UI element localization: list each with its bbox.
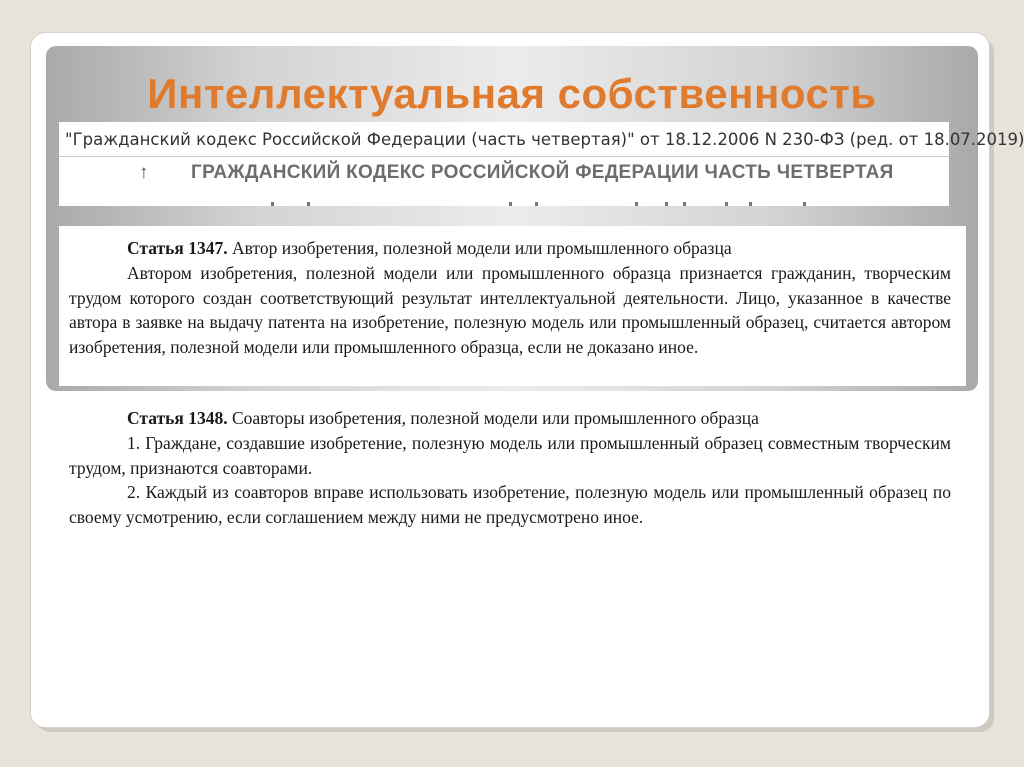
article-1347 bbox=[59, 226, 966, 386]
article-title: Автор изобретения, полезной модели или промышленного образца bbox=[227, 238, 732, 258]
document-header bbox=[59, 122, 1024, 206]
cropped-text-line bbox=[59, 196, 949, 206]
article-1347-text bbox=[69, 236, 951, 360]
article-paragraph: Автором изобретения, полезной модели или промышленного образца признается гражданин, творческим трудом которого создан соответствующий результат интеллектуальной деятельности. Лицо, указанное в качестве автора в заявке на выдачу патента на изобретение, полезную модель или промышленный образец, считается автором изобретения, полезной модели или промышленного образца, если не доказано иное. bbox=[69, 262, 951, 358]
arrow-up-icon: ↑ bbox=[139, 162, 149, 183]
divider bbox=[59, 156, 949, 157]
article-1348-text bbox=[69, 406, 951, 530]
article-paragraph: 1. Граждане, создавшие изобретение, полезную модель или промышленный образец совместным творческим трудом, признаются соавторами. bbox=[69, 432, 951, 478]
article-number: Статья 1348. bbox=[127, 408, 228, 428]
document-reference: "Гражданский кодекс Российской Федерации (часть четвертая)" от 18.12.2006 N 230-ФЗ (ред. от 18.07.2019) bbox=[65, 130, 1024, 149]
article-number: Статья 1347. bbox=[127, 238, 228, 258]
page-title: Интеллектуальная собственность bbox=[147, 70, 877, 117]
article-title: Соавторы изобретения, полезной модели или промышленного образца bbox=[227, 408, 759, 428]
article-heading bbox=[69, 236, 951, 261]
article-paragraph: 2. Каждый из соавторов вправе использовать изобретение, полезную модель или промышленный образец по своему усмотрению, если соглашением между ними не предусмотрено иное. bbox=[69, 482, 951, 528]
article-1348 bbox=[59, 396, 966, 556]
code-title: ГРАЖДАНСКИЙ КОДЕКС РОССИЙСКОЙ ФЕДЕРАЦИИ ЧАСТЬ ЧЕТВЕРТАЯ bbox=[191, 162, 894, 183]
article-heading bbox=[69, 406, 951, 431]
